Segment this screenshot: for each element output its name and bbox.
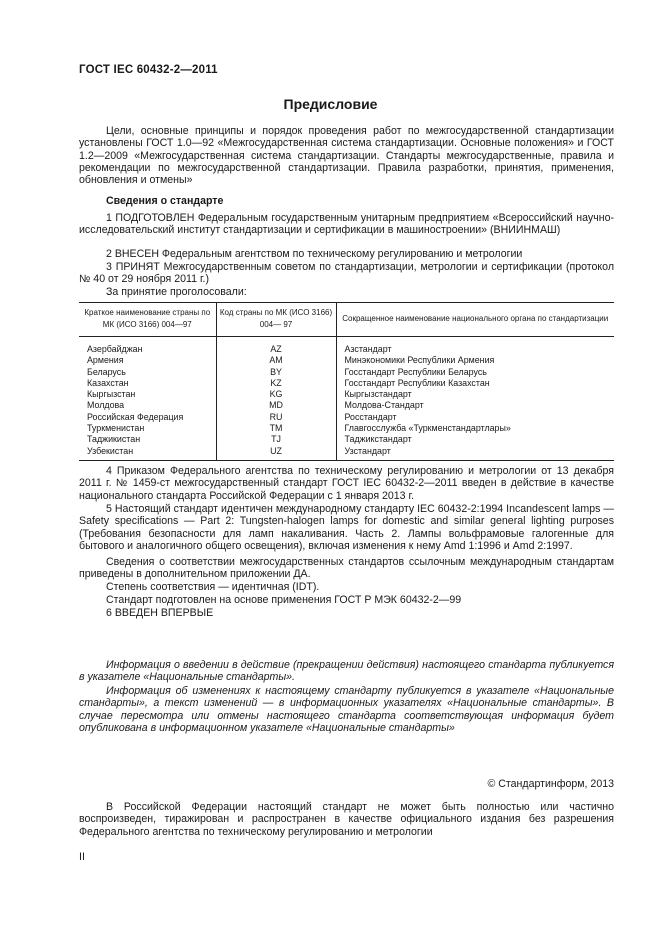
country-name-cell: Армения (87, 355, 124, 366)
item-1-text: 1 ПОДГОТОВЛЕН Федеральным государственным унитарным предприятием «Всероссийский научно-исследовательский институт стандартизации и сертификации в машиностроении» (ВНИИНМАШ) (79, 212, 614, 237)
standards-body-cell: Таджикстандарт (336, 434, 614, 445)
country-name-cell: Узбекистан (79, 446, 216, 461)
country-code-cell: RU (216, 412, 336, 423)
table-row (79, 400, 614, 411)
standards-body-cell: Главгосслужба «Туркменстандартлары» (336, 423, 614, 434)
table-body (79, 337, 614, 461)
item-5-basis: Стандарт подготовлен на основе применения ГОСТ Р МЭК 60432-2—99 (106, 594, 462, 606)
country-code-cell: AM (216, 355, 336, 366)
table-row (79, 378, 614, 389)
info-paragraph-1: Информация о введении в действие (прекращении действия) настоящего стандарта публикуется в указателе «Национальные стандарты». (79, 659, 614, 684)
column-header-code: Код страны по МК (ИСО 3166) 004— 97 (216, 303, 336, 337)
standards-body-cell: Кыргызстандарт (336, 389, 614, 400)
item-5-identical: 5 Настоящий стандарт идентичен международному стандарту IEC 60432-2:1994 Incandescent lamps — Safety specifications — Part 2: Tungsten-halogen lamps for domestic and similar general lighting purposes (Требования безопасности для ламп накаливания. Часть 2. Лампы вольфрамовые галогенные для бытового и аналогичного общего освещения), включая изменения к нему Amd 1:1996 и Amd 2:1997. (79, 503, 614, 552)
country-code-cell: AZ (216, 337, 336, 356)
country-name-cell: Азербайджан (87, 344, 143, 354)
country-name-cell: Российская Федерация (87, 411, 184, 422)
country-name-cell: Кыргызстан (87, 389, 136, 400)
rights-paragraph: В Российской Федерации настоящий стандарт не может быть полностью или частично воспроизведен, тиражирован и распространен в качестве официального издания без разрешения Федерального агентства по техническому регулированию и метрологии (79, 801, 614, 838)
standards-body-cell: Узстандарт (336, 446, 614, 461)
document-designation: ГОСТ IEC 60432-2—2011 (79, 64, 218, 76)
info-paragraph-2: Информация об изменениях к настоящему стандарту публикуется в указателе «Национальные стандарты», а текст изменений — в информационных указателях «Национальные стандарты». В случае пересмотра или отмены настоящего стандарта соответствующая информация будет опубликована в информационном указателе «Национальные стандарты» (79, 685, 614, 734)
standards-body-cell: Молдова-Стандарт (336, 400, 614, 411)
table-row (79, 434, 614, 445)
country-name-cell: Казахстан (87, 377, 129, 388)
table-row (79, 412, 614, 423)
standards-body-cell: Азстандарт (336, 337, 614, 356)
country-code-cell: BY (216, 367, 336, 378)
table-row (79, 446, 614, 461)
page-number: II (79, 851, 85, 863)
standards-body-cell: Минэкономики Республики Армения (336, 355, 614, 366)
country-name-cell: Таджикистан (87, 434, 141, 445)
country-code-cell: TM (216, 423, 336, 434)
table-row (79, 389, 614, 400)
table-row (79, 423, 614, 434)
item-4-order: 4 Приказом Федерального агентства по техническому регулированию и метрологии от 13 декабря 2011 г. № 1459-ст межгосударственный стандарт ГОСТ IEC 60432-2—2011 введен в действие в качестве национального стандарта Российской Федерации с 1 января 2013 г. (79, 465, 614, 502)
standards-body-cell: Госстандарт Республики Казахстан (336, 378, 614, 389)
table-row (79, 355, 614, 366)
column-header-body: Сокращенное наименование национального органа по стандартизации (336, 303, 614, 337)
voting-states-table (79, 302, 614, 461)
copyright-notice: © Стандартинформ, 2013 (487, 778, 614, 790)
country-name-cell: Беларусь (87, 366, 126, 377)
standards-body-cell: Росстандарт (336, 412, 614, 423)
item-5-references: Сведения о соответствии межгосударственных стандартов ссылочным международным стандартам приведены в дополнительном приложении ДА. (79, 556, 614, 581)
item-2-submitted: 2 ВНЕСЕН Федеральным агентством по техническому регулированию и метрологии (106, 248, 523, 260)
country-code-cell: KZ (216, 378, 336, 389)
standards-body-cell: Госстандарт Республики Беларусь (336, 367, 614, 378)
item-5-degree: Степень соответствия — идентичная (IDT). (106, 581, 320, 593)
item-6-introduced: 6 ВВЕДЕН ВПЕРВЫЕ (106, 607, 214, 619)
table-row (79, 337, 614, 356)
country-code-cell: UZ (216, 446, 336, 461)
vote-line: За принятие проголосовали: (106, 286, 247, 298)
country-name-cell: Туркменистан (87, 423, 145, 434)
column-header-country: Краткое наименование страны по МК (ИСО 3166) 004—97 (79, 303, 216, 337)
country-code-cell: MD (216, 400, 336, 411)
item-3-adopted: 3 ПРИНЯТ Межгосударственным советом по стандартизации, метрологии и сертификации (протокол № 40 от 29 ноября 2011 г.) (79, 261, 614, 286)
intro-paragraph: Цели, основные принципы и порядок проведения работ по межгосударственной стандартизации установлены ГОСТ 1.0—92 «Межгосударственная система стандартизации. Основные положения» и ГОСТ 1.2—2009 «Межгосударственная система стандартизации. Стандарты межгосударственные, правила и рекомендации по межгосударственной стандартизации. Правила разработки, принятия, применения, обновления и отмены» (79, 125, 614, 187)
item-1-prepared (79, 212, 614, 237)
country-code-cell: TJ (216, 434, 336, 445)
country-code-cell: KG (216, 389, 336, 400)
country-name-cell: Молдова (87, 400, 125, 411)
table-row (79, 367, 614, 378)
page-title: Предисловие (283, 96, 378, 112)
section-heading: Сведения о стандарте (106, 195, 224, 207)
